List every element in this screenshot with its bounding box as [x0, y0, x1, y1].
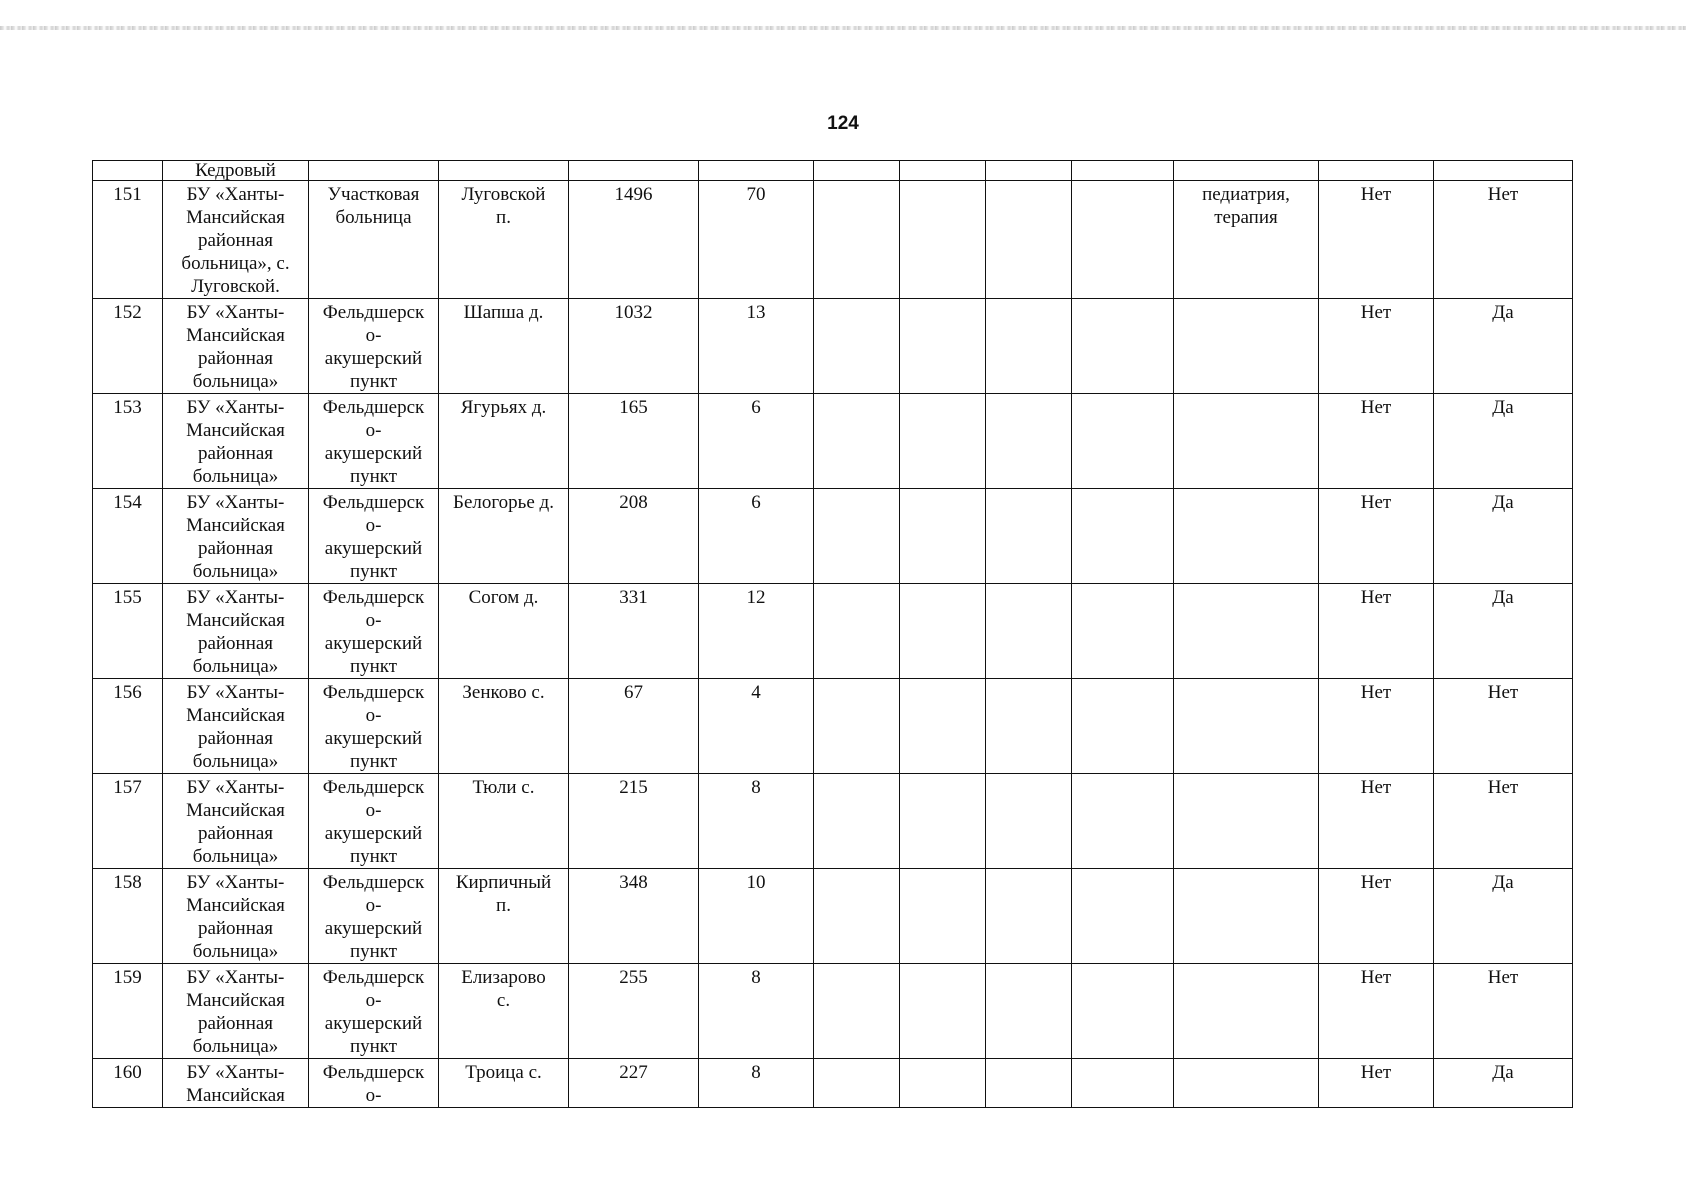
cell-type: Фельдшерск о- акушерский пункт — [309, 394, 439, 489]
cell-empty — [900, 1059, 986, 1108]
cell-col-b: Да — [1434, 869, 1573, 964]
cell-empty — [900, 161, 986, 181]
cell-empty — [814, 679, 900, 774]
cell-num: 156 — [93, 679, 163, 774]
cell-population: 227 — [569, 1059, 699, 1108]
cell-org: БУ «Ханты- Мансийская районная больница» — [163, 299, 309, 394]
cell-children: 12 — [699, 584, 814, 679]
cell-col-b: Да — [1434, 299, 1573, 394]
cell-empty — [1072, 299, 1174, 394]
cell-specialties — [1174, 679, 1319, 774]
cell-locality: Тюли с. — [439, 774, 569, 869]
cell-empty — [814, 161, 900, 181]
cell-num: 160 — [93, 1059, 163, 1108]
cell-num — [93, 161, 163, 181]
cell-num: 152 — [93, 299, 163, 394]
cell-col-b: Да — [1434, 584, 1573, 679]
cell-empty — [814, 774, 900, 869]
cell-empty — [1072, 964, 1174, 1059]
cell-org: БУ «Ханты- Мансийская районная больница» — [163, 489, 309, 584]
table-row — [93, 869, 1573, 964]
cell-empty — [986, 774, 1072, 869]
cell-locality: Елизарово с. — [439, 964, 569, 1059]
cell-empty — [1072, 869, 1174, 964]
cell-col-a: Нет — [1319, 869, 1434, 964]
cell-org: БУ «Ханты- Мансийская районная больница» — [163, 584, 309, 679]
cell-specialties: педиатрия, терапия — [1174, 181, 1319, 299]
cell-population: 208 — [569, 489, 699, 584]
cell-specialties — [1174, 869, 1319, 964]
cell-locality: Троица с. — [439, 1059, 569, 1108]
cell-empty — [900, 679, 986, 774]
cell-col-a: Нет — [1319, 679, 1434, 774]
cell-col-a: Нет — [1319, 181, 1434, 299]
cell-col-b — [1434, 161, 1573, 181]
cell-col-a: Нет — [1319, 774, 1434, 869]
cell-specialties — [1174, 394, 1319, 489]
cell-locality: Белогорье д. — [439, 489, 569, 584]
table-row — [93, 1059, 1573, 1108]
cell-col-a: Нет — [1319, 1059, 1434, 1108]
cell-num: 153 — [93, 394, 163, 489]
cell-empty — [986, 489, 1072, 584]
cell-col-b: Да — [1434, 1059, 1573, 1108]
cell-empty — [1072, 1059, 1174, 1108]
cell-type: Фельдшерск о- акушерский пункт — [309, 584, 439, 679]
table-row — [93, 489, 1573, 584]
cell-empty — [986, 161, 1072, 181]
cell-type — [309, 161, 439, 181]
cell-type: Фельдшерск о- акушерский пункт — [309, 489, 439, 584]
cell-specialties — [1174, 299, 1319, 394]
cell-type: Фельдшерск о- акушерский пункт — [309, 964, 439, 1059]
cell-empty — [900, 181, 986, 299]
cell-specialties — [1174, 161, 1319, 181]
cell-population: 348 — [569, 869, 699, 964]
cell-empty — [986, 584, 1072, 679]
cell-children: 70 — [699, 181, 814, 299]
cell-specialties — [1174, 489, 1319, 584]
cell-org: БУ «Ханты- Мансийская районная больница» — [163, 869, 309, 964]
table-row — [93, 181, 1573, 299]
cell-type: Фельдшерск о- акушерский пункт — [309, 869, 439, 964]
cell-population: 1496 — [569, 181, 699, 299]
cell-children: 4 — [699, 679, 814, 774]
cell-num: 155 — [93, 584, 163, 679]
cell-empty — [900, 964, 986, 1059]
table-row — [93, 679, 1573, 774]
cell-locality — [439, 161, 569, 181]
cell-col-a: Нет — [1319, 394, 1434, 489]
cell-empty — [1072, 489, 1174, 584]
cell-col-a: Нет — [1319, 299, 1434, 394]
cell-empty — [1072, 584, 1174, 679]
cell-empty — [986, 679, 1072, 774]
cell-empty — [1072, 679, 1174, 774]
cell-num: 154 — [93, 489, 163, 584]
table-row — [93, 394, 1573, 489]
cell-locality: Зенково с. — [439, 679, 569, 774]
cell-empty — [986, 869, 1072, 964]
scan-edge — [0, 26, 1686, 30]
cell-num: 159 — [93, 964, 163, 1059]
cell-empty — [986, 1059, 1072, 1108]
cell-empty — [1072, 181, 1174, 299]
cell-children: 6 — [699, 394, 814, 489]
table-row — [93, 299, 1573, 394]
cell-children: 8 — [699, 964, 814, 1059]
cell-specialties — [1174, 584, 1319, 679]
cell-org: БУ «Ханты- Мансийская районная больница» — [163, 964, 309, 1059]
cell-empty — [1072, 774, 1174, 869]
cell-col-a — [1319, 161, 1434, 181]
cell-col-a: Нет — [1319, 584, 1434, 679]
cell-num: 151 — [93, 181, 163, 299]
cell-type: Участковая больница — [309, 181, 439, 299]
cell-children: 8 — [699, 774, 814, 869]
cell-type: Фельдшерск о- акушерский пункт — [309, 774, 439, 869]
cell-empty — [986, 394, 1072, 489]
cell-population: 165 — [569, 394, 699, 489]
cell-locality: Луговской п. — [439, 181, 569, 299]
cell-empty — [814, 299, 900, 394]
cell-empty — [900, 869, 986, 964]
cell-org: БУ «Ханты- Мансийская районная больница» — [163, 394, 309, 489]
cell-org: БУ «Ханты- Мансийская районная больница» — [163, 774, 309, 869]
cell-empty — [900, 394, 986, 489]
table-row — [93, 964, 1573, 1059]
cell-empty — [814, 1059, 900, 1108]
cell-empty — [986, 181, 1072, 299]
cell-population: 255 — [569, 964, 699, 1059]
cell-population: 215 — [569, 774, 699, 869]
cell-locality: Ягурьях д. — [439, 394, 569, 489]
cell-org: БУ «Ханты- Мансийская районная больница» — [163, 679, 309, 774]
cell-col-b: Да — [1434, 394, 1573, 489]
cell-children: 6 — [699, 489, 814, 584]
table-row-continuation — [93, 161, 1573, 181]
cell-empty — [900, 299, 986, 394]
cell-org: Кедровый — [163, 161, 309, 181]
cell-population: 67 — [569, 679, 699, 774]
cell-locality: Шапша д. — [439, 299, 569, 394]
cell-locality: Согом д. — [439, 584, 569, 679]
cell-col-b: Нет — [1434, 679, 1573, 774]
cell-population: 331 — [569, 584, 699, 679]
cell-empty — [986, 299, 1072, 394]
cell-col-b: Нет — [1434, 181, 1573, 299]
cell-population — [569, 161, 699, 181]
cell-empty — [900, 774, 986, 869]
cell-col-b: Да — [1434, 489, 1573, 584]
cell-org: БУ «Ханты- Мансийская районная больница», с. Луговской. — [163, 181, 309, 299]
page-number: 124 — [827, 113, 859, 134]
cell-empty — [814, 869, 900, 964]
cell-empty — [814, 489, 900, 584]
cell-num: 157 — [93, 774, 163, 869]
cell-specialties — [1174, 774, 1319, 869]
cell-empty — [1072, 394, 1174, 489]
cell-type: Фельдшерск о- — [309, 1059, 439, 1108]
cell-empty — [900, 489, 986, 584]
cell-type: Фельдшерск о- акушерский пункт — [309, 679, 439, 774]
cell-empty — [814, 964, 900, 1059]
cell-empty — [814, 584, 900, 679]
cell-specialties — [1174, 964, 1319, 1059]
table-row — [93, 584, 1573, 679]
cell-empty — [814, 181, 900, 299]
cell-children: 10 — [699, 869, 814, 964]
facilities-table-grid — [92, 160, 1573, 1108]
cell-locality: Кирпичный п. — [439, 869, 569, 964]
cell-children: 8 — [699, 1059, 814, 1108]
cell-num: 158 — [93, 869, 163, 964]
cell-children — [699, 161, 814, 181]
cell-children: 13 — [699, 299, 814, 394]
cell-col-b: Нет — [1434, 774, 1573, 869]
facilities-table — [92, 160, 1572, 1108]
cell-empty — [900, 584, 986, 679]
cell-col-a: Нет — [1319, 964, 1434, 1059]
cell-population: 1032 — [569, 299, 699, 394]
cell-empty — [814, 394, 900, 489]
cell-empty — [986, 964, 1072, 1059]
table-row — [93, 774, 1573, 869]
cell-col-b: Нет — [1434, 964, 1573, 1059]
cell-type: Фельдшерск о- акушерский пункт — [309, 299, 439, 394]
cell-empty — [1072, 161, 1174, 181]
cell-org: БУ «Ханты- Мансийская — [163, 1059, 309, 1108]
cell-col-a: Нет — [1319, 489, 1434, 584]
cell-specialties — [1174, 1059, 1319, 1108]
